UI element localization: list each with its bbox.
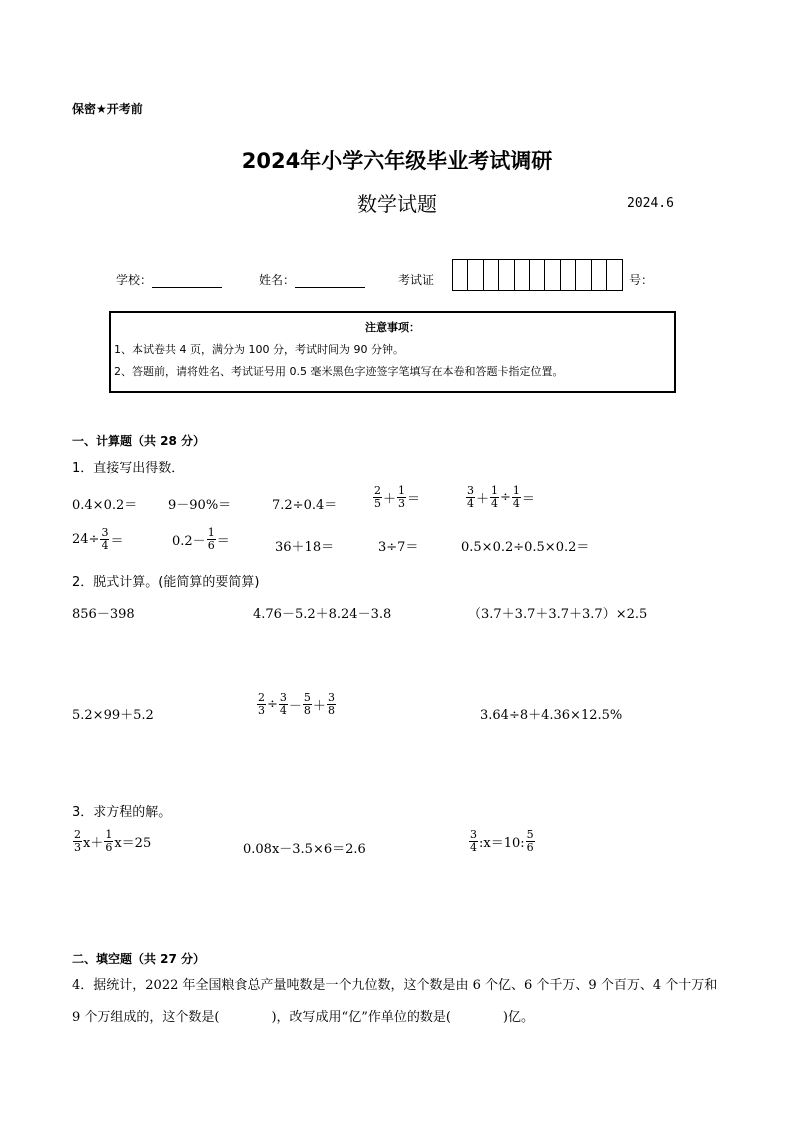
exam-date: 2024.6 xyxy=(627,196,674,211)
exam-id-cell[interactable] xyxy=(530,260,545,290)
fraction: $\frac{3}{4}$ xyxy=(470,828,477,854)
q2-e2: 4.76－5.2＋8.24－3.8 xyxy=(253,607,392,622)
q4-text: 4．据统计，2022 年全国粮食总产量吨数是一个九位数，这个数是由 6 个亿、6 个千万、9 个百万、4 个十万和 9 个万组成的，这个数是( )，改写成用“亿”作单位的数是( )亿。 xyxy=(72,978,718,1025)
fraction: $\frac{1}{4}$ xyxy=(512,484,520,510)
q1-r2-e5: 0.5×0.2÷0.5×0.2＝ xyxy=(461,540,590,555)
exam-id-cell[interactable] xyxy=(453,260,468,290)
exam-id-boxes[interactable] xyxy=(452,259,623,291)
exam-id-cell[interactable] xyxy=(515,260,530,290)
school-field xyxy=(116,271,222,288)
exam-id-cell[interactable] xyxy=(499,260,514,290)
q2-e6: 3.64÷8＋4.36×12.5% xyxy=(480,708,623,723)
fraction: $\frac{3}{4}$ xyxy=(467,484,474,510)
exam-id-cell[interactable] xyxy=(468,260,483,290)
fraction: $\frac{1}{4}$ xyxy=(491,484,499,510)
section-2-title: 二、填空题（共 27 分） xyxy=(72,952,206,966)
q2-e3: （3.7＋3.7＋3.7＋3.7）×2.5 xyxy=(468,607,648,622)
school-label: 学校： xyxy=(116,273,153,287)
fraction: $\frac{1}{3}$ xyxy=(398,484,406,510)
fraction: $\frac{3}{8}$ xyxy=(327,691,335,717)
q3-e1: $\frac{2}{3}$ x＋ $\frac{1}{6}$ x＝25 xyxy=(74,828,152,854)
fraction: $\frac{1}{6}$ xyxy=(207,526,215,552)
exam-title: 2024年小学六年级毕业考试调研 xyxy=(241,149,553,173)
name-field xyxy=(259,271,365,288)
q1-r1-e5: $\frac{3}{4}$ ＋ $\frac{1}{4}$ ÷ $\frac{1}{4}$ ＝ xyxy=(467,484,535,510)
q3-e3: $\frac{3}{4}$ :x＝10: $\frac{5}{6}$ xyxy=(470,828,534,854)
q1-title: 1．直接写出得数． xyxy=(72,461,185,476)
school-blank[interactable] xyxy=(152,273,222,288)
q2-e4: 5.2×99＋5.2 xyxy=(72,708,154,723)
exam-id-cell[interactable] xyxy=(576,260,591,290)
q1-r2-e1: 24÷ $\frac{3}{4}$ ＝ xyxy=(72,526,124,552)
q1-r1-e2: 9－90%＝ xyxy=(168,498,232,513)
notice-box xyxy=(109,311,676,393)
exam-id-cell[interactable] xyxy=(592,260,607,290)
q1-r2-e4: 3÷7＝ xyxy=(378,540,419,555)
fraction: $\frac{5}{8}$ xyxy=(303,691,311,717)
name-blank[interactable] xyxy=(295,273,365,288)
fraction: $\frac{3}{4}$ xyxy=(101,526,109,552)
exam-subtitle: 数学试题 xyxy=(357,192,437,216)
exam-id-cell[interactable] xyxy=(484,260,499,290)
q2-title: 2．脱式计算。(能简算的要简算) xyxy=(72,575,260,590)
exam-id-cell[interactable] xyxy=(561,260,576,290)
exam-id-cell[interactable] xyxy=(607,260,622,290)
exam-id-suffix: 号： xyxy=(629,273,654,287)
q2-e5: $\frac{2}{3}$ ÷ $\frac{3}{4}$ － $\frac{5}{8}$ ＋ $\frac{3}{8}$ xyxy=(258,691,335,717)
q3-e2: 0.08x－3.5×6＝2.6 xyxy=(243,842,366,857)
notice-item-1: 1、本试卷共 4 页，满分为 100 分，考试时间为 90 分钟。 xyxy=(114,343,404,356)
exam-id-cell[interactable] xyxy=(545,260,560,290)
q2-e1: 856－398 xyxy=(72,607,135,622)
fraction: $\frac{3}{4}$ xyxy=(279,691,287,717)
q1-r1-e4: $\frac{2}{5}$ ＋ $\frac{1}{3}$ ＝ xyxy=(374,484,421,510)
exam-id-label: 考试证 xyxy=(398,273,435,287)
q3-title: 3．求方程的解。 xyxy=(72,805,172,820)
confidential-mark: 保密★开考前 xyxy=(72,102,143,116)
notice-item-2: 2、答题前，请将姓名、考试证号用 0.5 毫米黑色字迹签字笔填写在本卷和答题卡指定位置。 xyxy=(114,365,564,378)
section-1-title: 一、计算题（共 28 分） xyxy=(72,434,206,448)
q1-r1-e1: 0.4×0.2＝ xyxy=(72,498,138,513)
notice-title: 注意事项： xyxy=(365,321,420,334)
q1-r2-e2: 0.2－ $\frac{1}{6}$ ＝ xyxy=(172,526,230,552)
fraction: $\frac{2}{5}$ xyxy=(374,484,381,510)
q1-r1-e3: 7.2÷0.4＝ xyxy=(272,498,338,513)
fraction: $\frac{1}{6}$ xyxy=(105,828,113,854)
name-label: 姓名： xyxy=(259,273,296,287)
fraction: $\frac{2}{3}$ xyxy=(258,691,265,717)
fraction: $\frac{5}{6}$ xyxy=(526,828,534,854)
q1-r2-e3: 36＋18＝ xyxy=(275,540,335,555)
fraction: $\frac{2}{3}$ xyxy=(74,828,81,854)
